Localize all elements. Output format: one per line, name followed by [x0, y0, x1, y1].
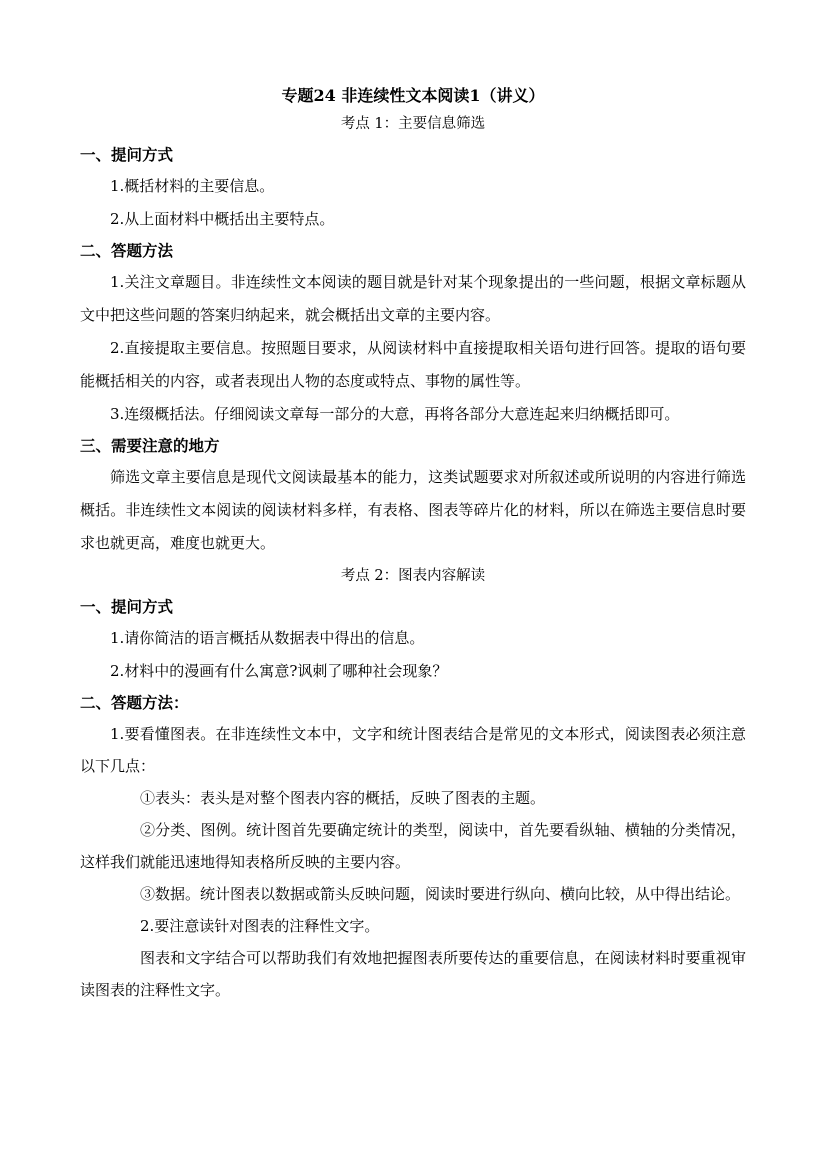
paragraph: 2.要注意读针对图表的注释性文字。	[140, 917, 380, 935]
document-page	[80, 84, 746, 1006]
section-heading: 二、答题方法：	[80, 693, 189, 712]
section-heading: 一、提问方式	[80, 597, 174, 616]
topic-2-section-2	[80, 688, 746, 1006]
section-heading: 一、提问方式	[80, 145, 174, 164]
paragraph: 1.要看懂图表。在非连续性文本中，文字和统计图表结合是常见的文本形式，阅读图表必须注意以下几点：	[80, 725, 746, 775]
topic-1	[80, 112, 746, 560]
paragraph: 2.材料中的漫画有什么寓意?讽刺了哪种社会现象？	[110, 662, 448, 680]
topic-1-heading: 考点 1：主要信息筛选	[340, 116, 486, 132]
paragraph: 筛选文章主要信息是现代文阅读最基本的能力，这类试题要求对所叙述或所说明的内容进行筛选概括。非连续性文本阅读的阅读材料多样，有表格、图表等碎片化的材料，所以在筛选主要信息时要求也就更高，难度也就更大。	[80, 468, 746, 552]
document-title: 专题24 非连续性文本阅读1（讲义）	[281, 86, 545, 105]
section-heading: 三、需要注意的地方	[80, 436, 220, 455]
paragraph: ②分类、图例。统计图首先要确定统计的类型，阅读中，首先要看纵轴、横轴的分类情况，这样我们就能迅速地得知表格所反映的主要内容。	[80, 821, 746, 871]
paragraph: 3.连缀概括法。仔细阅读文章每一部分的大意，再将各部分大意连起来归纳概括即可。	[110, 405, 680, 423]
paragraph: 1.关注文章题目。非连续性文本阅读的题目就是针对某个现象提出的一些问题，根据文章标题从文中把这些问题的答案归纳起来，就会概括出文章的主要内容。	[80, 273, 746, 324]
topic-2	[80, 564, 746, 1006]
topic-1-section-1	[80, 140, 746, 236]
paragraph: 2.直接提取主要信息。按照题目要求，从阅读材料中直接提取相关语句进行回答。提取的语句要能概括相关的内容，或者表现出人物的态度或特点、事物的属性等。	[80, 339, 746, 390]
topic-1-section-2	[80, 236, 746, 431]
topic-2-section-1	[80, 592, 746, 688]
paragraph: 1.请你简洁的语言概括从数据表中得出的信息。	[110, 629, 425, 647]
topic-2-heading: 考点 2：图表内容解读	[340, 568, 486, 584]
paragraph: 图表和文字结合可以帮助我们有效地把握图表所要传达的重要信息，在阅读材料时要重视审读图表的注释性文字。	[80, 949, 746, 999]
section-heading: 二、答题方法	[80, 241, 174, 260]
paragraph: 1.概括材料的主要信息。	[110, 177, 275, 195]
paragraph: ①表头：表头是对整个图表内容的概括，反映了图表的主题。	[140, 789, 546, 807]
paragraph: ③数据。统计图表以数据或箭头反映问题，阅读时要进行纵向、横向比较，从中得出结论。	[140, 885, 741, 903]
paragraph: 2.从上面材料中概括出主要特点。	[110, 210, 335, 228]
topic-1-section-3	[80, 431, 746, 560]
